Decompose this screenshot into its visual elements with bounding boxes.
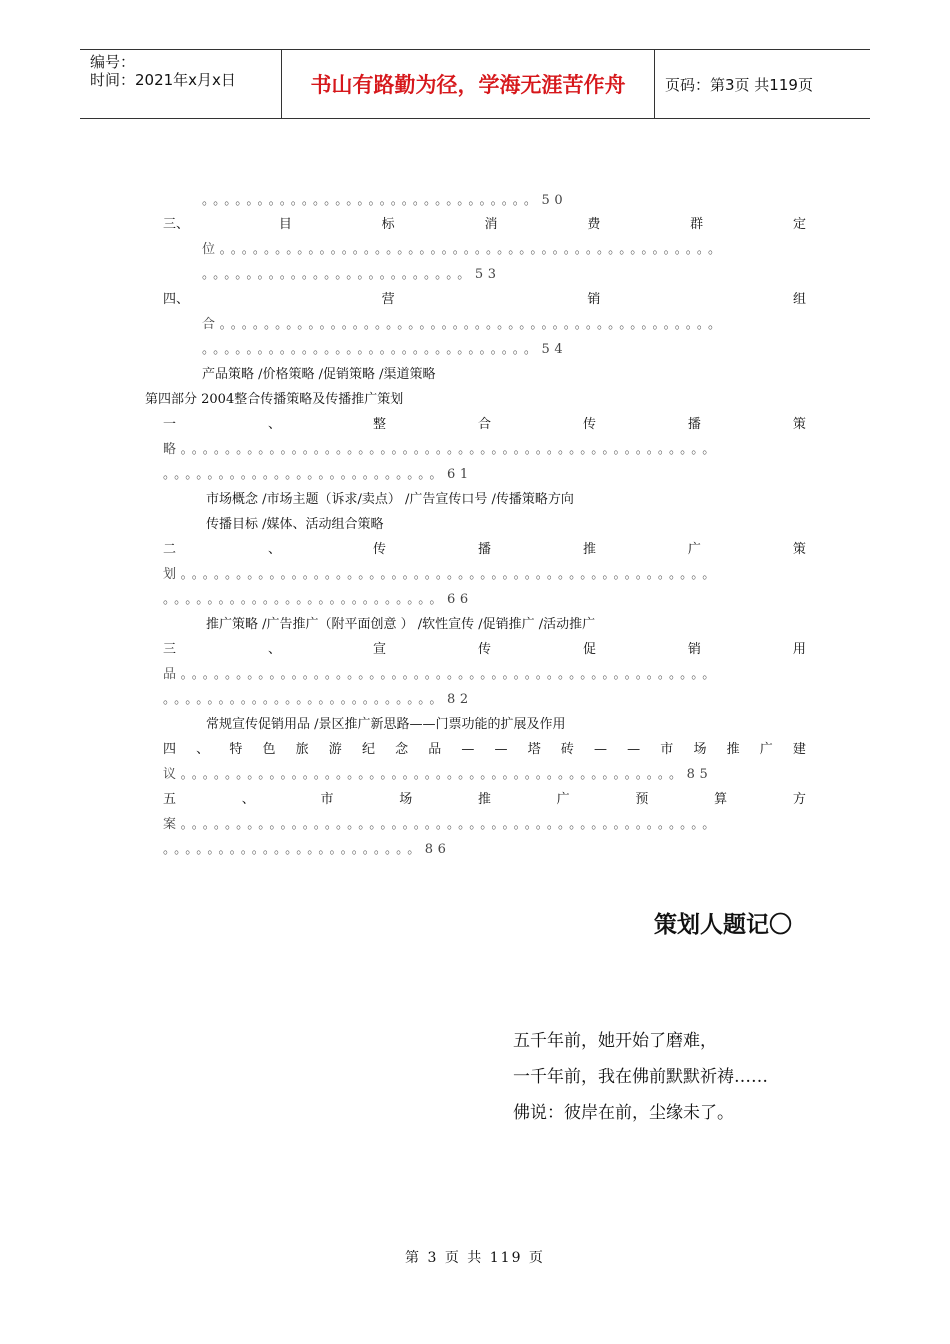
toc-dots-line: 议。。。。。。。。。。。。。。。。。。。。。。。。。。。。。。。。。。。。。。。。。。。。。85 — [163, 767, 713, 782]
toc-dots-line: 合。。。。。。。。。。。。。。。。。。。。。。。。。。。。。。。。。。。。。。。。。。。。。 — [202, 317, 726, 332]
toc-dots-line: 。。。。。。。。。。。。。。。。。。。。。。。。。82 — [163, 692, 473, 707]
toc-dots-line: 。。。。。。。。。。。。。。。。。。。。。。。。。。。。。。50 — [202, 193, 568, 208]
toc-subitems: 常规宣传促销用品 /景区推广新思路——门票功能的扩展及作用 — [206, 717, 566, 732]
toc-entry-3: 三、 目 标 消 费 群 定 — [163, 217, 806, 232]
poem-line: 五千年前，她开始了磨难， — [513, 1031, 717, 1051]
document-header — [80, 49, 870, 119]
toc-part-heading: 第四部分 2004整合传播策略及传播推广策划 — [145, 392, 404, 407]
toc-entry-4b: 四 、 特 色 旅 游 纪 念 品 — — 塔 砖 — — 市 场 推 广 建 — [163, 742, 806, 757]
toc-entry-2: 二 、 传 播 推 广 策 — [163, 542, 806, 557]
toc-dots-line: 案。。。。。。。。。。。。。。。。。。。。。。。。。。。。。。。。。。。。。。。。。。。。。。。。 — [163, 817, 720, 832]
header-meta-cell — [80, 50, 282, 118]
poem-line: 佛说：彼岸在前，尘缘未了。 — [513, 1103, 734, 1123]
page-footer: 第 3 页 共 119 页 — [405, 1250, 545, 1266]
toc-dots-line: 略。。。。。。。。。。。。。。。。。。。。。。。。。。。。。。。。。。。。。。。。。。。。。。。。 — [163, 442, 720, 457]
time-label: 时间：2021年x月x日 — [90, 71, 236, 89]
toc-dots-line: 。。。。。。。。。。。。。。。。。。。。。。。。。66 — [163, 592, 473, 607]
motto: 书山有路勤为径，学海无涯苦作舟 — [282, 50, 655, 118]
toc-subitems: 推广策略 /广告推广（附平面创意 ） /软性宣传 /促销推广 /活动推广 — [206, 617, 596, 632]
preface-title: 策划人题记〇 — [654, 912, 792, 938]
toc-subitems: 市场概念 /市场主题（诉求/卖点） /广告宣传口号 /传播策略方向 — [206, 492, 574, 507]
toc-dots-line: 。。。。。。。。。。。。。。。。。。。。。。。。。。。。。。54 — [202, 342, 568, 357]
toc-dots-line: 位。。。。。。。。。。。。。。。。。。。。。。。。。。。。。。。。。。。。。。。。。。。。。 — [202, 242, 726, 257]
toc-subitems: 产品策略 /价格策略 /促销策略 /渠道策略 — [202, 367, 436, 382]
toc-entry-1: 一 、 整 合 传 播 策 — [163, 417, 806, 432]
toc-entry-5: 五 、 市 场 推 广 预 算 方 — [163, 792, 806, 807]
toc-dots-line: 。。。。。。。。。。。。。。。。。。。。。。。。。61 — [163, 467, 473, 482]
toc-entry-3b: 三 、 宣 传 促 销 用 — [163, 642, 806, 657]
toc-dots-line: 划。。。。。。。。。。。。。。。。。。。。。。。。。。。。。。。。。。。。。。。。。。。。。。。。 — [163, 567, 720, 582]
serial-label: 编号： — [90, 53, 136, 71]
toc-dots-line: 。。。。。。。。。。。。。。。。。。。。。。。。53 — [202, 267, 501, 282]
toc-dots-line: 。。。。。。。。。。。。。。。。。。。。。。。86 — [163, 842, 451, 857]
toc-entry-4: 四、 营 销 组 — [163, 292, 806, 307]
page-info: 页码：第3页 共119页 — [665, 75, 813, 94]
poem-line: 一千年前，我在佛前默默祈祷…… — [513, 1067, 768, 1087]
toc-dots-line: 品。。。。。。。。。。。。。。。。。。。。。。。。。。。。。。。。。。。。。。。。。。。。。。。。 — [163, 667, 720, 682]
toc-subitems: 传播目标 /媒体、活动组合策略 — [206, 517, 384, 532]
